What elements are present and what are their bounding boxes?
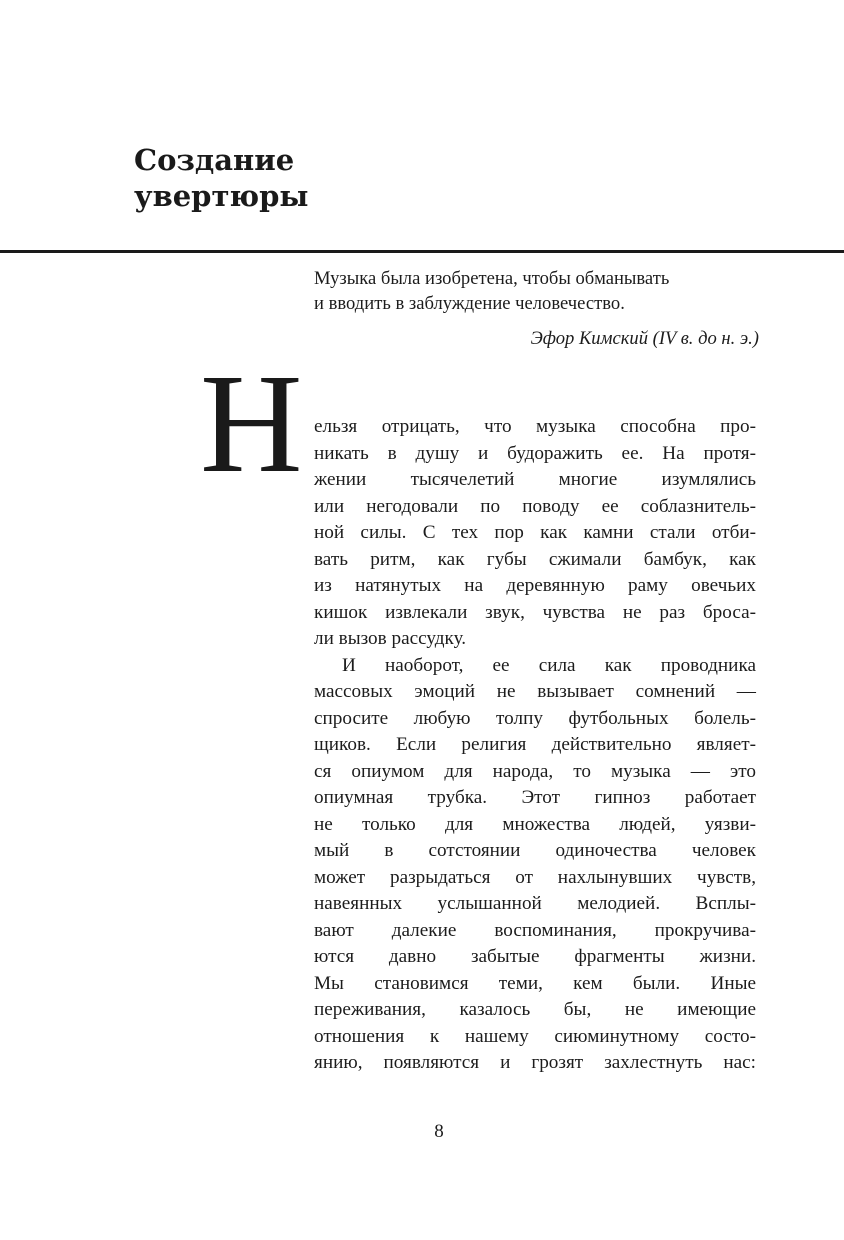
epigraph-line-1: Музыка была изобретена, чтобы обманывать [314,268,670,289]
text-line: кишок извлекали звук, чувства не раз броса- [314,601,756,623]
text-line: ются давно забытые фрагменты жизни. [314,946,756,967]
text-line: Мы становимся теми, кем были. Иные [314,972,756,994]
text-line: отношения к нашему сиюминутному состо- [314,1025,756,1047]
chapter-title-line-1: Создание [134,143,295,177]
text-line: янию, появляются и грозят захлестнуть нас: [314,1052,756,1073]
text-line: переживания, казалось бы, не имеющие [314,999,756,1020]
text-line: может разрыдаться от нахлынувших чувств, [314,866,756,888]
text-line: ся опиумом для народа, то музыка — это [314,760,756,782]
body-text [314,414,756,1077]
text-line: жении тысячелетий многие изумлялись [314,469,756,490]
chapter-divider [0,250,844,253]
text-line: мый в сотстоянии одиночества человек [314,840,756,861]
drop-cap: Н [200,344,303,502]
epigraph [314,266,759,351]
text-line: или негодовали по поводу ее соблазнитель- [314,495,756,517]
text-line: ной силы. С тех пор как камни стали отби- [314,522,756,543]
text-line: навеянных услышанной мелодией. Всплы- [314,893,756,914]
text-line: вают далекие воспоминания, прокручива- [314,919,756,941]
text-line: щиков. Если религия действительно являет- [314,734,756,755]
text-line: никать в душу и будоражить ее. На протя- [314,442,756,464]
text-line: ельзя отрицать, что музыка способна про- [314,416,756,437]
text-line: массовых эмоций не вызывает сомнений — [314,681,756,702]
text-line: из натянутых на деревянную раму овечьих [314,575,756,596]
epigraph-line-2: и вводить в заблуждение человечество. [314,293,625,314]
text-line: опиумная трубка. Этот гипноз работает [314,787,756,808]
text-line: вать ритм, как губы сжимали бамбук, как [314,548,756,570]
chapter-title [134,142,309,214]
text-line: не только для множества людей, уязви- [314,813,756,835]
text-line: спросите любую толпу футбольных болель- [314,707,756,729]
paragraph-1 [314,414,756,653]
text-line: И наоборот, ее сила как проводника [342,654,756,676]
text-line: ли вызов рассудку. [314,628,467,649]
paragraph-2 [314,653,756,1077]
chapter-title-line-2: увертюры [134,179,309,213]
page-number: 8 [434,1121,444,1142]
epigraph-author: Эфор Кимский (IV в. до н. э.) [530,328,759,349]
